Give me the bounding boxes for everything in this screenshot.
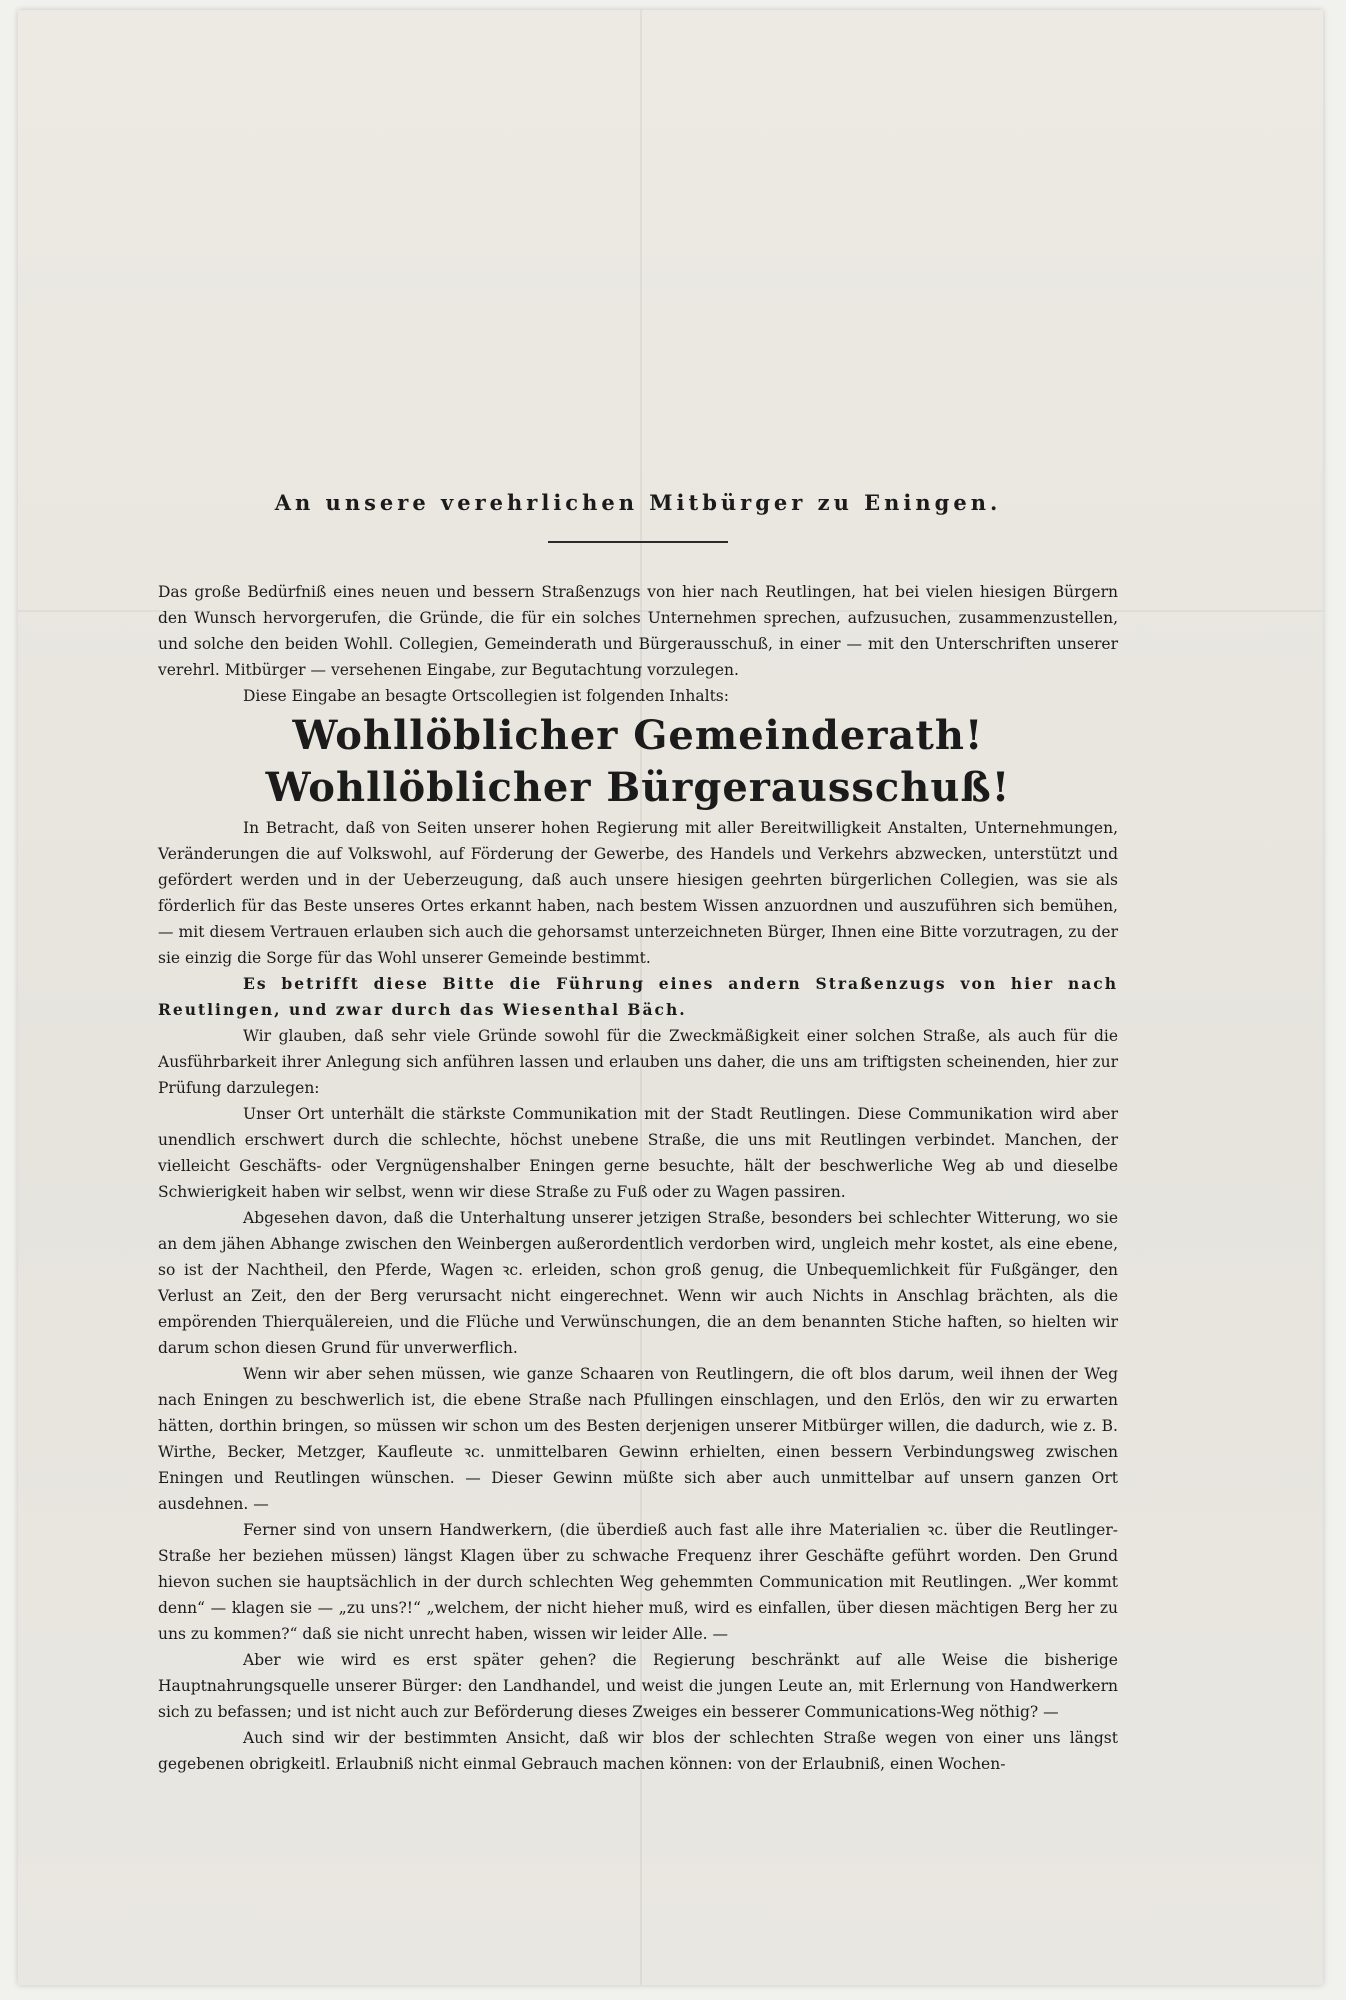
divider-rule xyxy=(548,541,728,543)
heading-buergerausschuss: Wohllöblicher Bürgerausschuß! xyxy=(265,764,1011,811)
paragraph-6: Wenn wir aber sehen müssen, wie ganze Schaaren von Reutlingern, die oft blos darum, weil ihnen der Weg nach Eningen zu beschwerlich ist, die ebene Straße nach Pfullingen einschlagen, und den Erlös, den wir zu erwarten hätten, dorthin bringen, so müssen wir schon um des Besten derjenigen unserer Mitbürger willen, die dadurch, wie z. B. Wirthe, Becker, Metzger, Kaufleute ꝛc. unmittelbaren Gewinn erhielten, einen bessern Verbindungsweg zwischen Eningen und Reutlingen wünschen. — Dieser Gewinn müßte sich aber auch unmittelbar auf unsern ganzen Ort ausdehnen. — xyxy=(158,1365,1118,1513)
paragraph-9: Auch sind wir der bestimmten Ansicht, daß wir blos der schlechten Straße wegen von einer uns längst gegebenen obrigkeitl. Erlaubniß nicht einmal Gebrauch machen können: von der Erlaubniß, einen Wochen- xyxy=(158,1729,1118,1773)
paper-sheet xyxy=(18,10,1323,1985)
paragraph-3: Wir glauben, daß sehr viele Gründe sowohl für die Zweckmäßigkeit einer solchen Straße, als auch für die Ausführbarkeit ihrer Anlegung sich anführen lassen und erlauben uns daher, die uns am triftigsten scheinenden, hier zur Prüfung darzulegen: xyxy=(158,1027,1118,1097)
intro-line: Diese Eingabe an besagte Ortscollegien ist folgenden Inhalts: xyxy=(243,687,729,705)
paragraph-4: Unser Ort unterhält die stärkste Communikation mit der Stadt Reutlingen. Diese Communikation wird aber unendlich erschwert durch die schlechte, höchst unebene Straße, die uns mit Reutlingen verbindet. Manchen, der vielleicht Geschäfts- oder Vergnügenshalber Eningen gerne besuchte, hält der beschwerliche Weg ab und dieselbe Schwierigkeit haben wir selbst, wenn wir diese Straße zu Fuß oder zu Wagen passiren. xyxy=(158,1105,1118,1201)
paragraph-8: Aber wie wird es erst später gehen? die Regierung beschränkt auf alle Weise die bisherige Hauptnahrungsquelle unserer Bürger: den Landhandel, und weist die jungen Leute an, mit Erlernung von Handwerkern sich zu befassen; und ist nicht auch zur Beförderung dieses Zweiges ein besserer Communications-Weg nöthig? — xyxy=(158,1651,1118,1721)
address-line: An unsere verehrlichen Mitbürger zu Eningen. xyxy=(274,490,1002,515)
intro-paragraph: Das große Bedürfniß eines neuen und bessern Straßenzugs von hier nach Reutlingen, hat bei vielen hiesigen Bürgern den Wunsch hervorgerufen, die Gründe, die für ein solches Unternehmen sprechen, aufzusuchen, zusammenzustellen, und solche den beiden Wohll. Collegien, Gemeinderath und Bürgerausschuß, in einer — mit den Unterschriften unserer verehrl. Mitbürger — versehenen Eingabe, zur Begutachtung vorzulegen. xyxy=(158,583,1118,679)
document-body xyxy=(158,490,1118,1777)
paragraph-5: Abgesehen davon, daß die Unterhaltung unserer jetzigen Straße, besonders bei schlechter Witterung, wo sie an dem jähen Abhange zwischen den Weinbergen außerordentlich verdorben wird, ungleich mehr kostet, als eine ebene, so ist der Nachtheil, den Pferde, Wagen ꝛc. erleiden, schon groß genug, die Unbequemlichkeit für Fußgänger, den Verlust an Zeit, den der Berg verursacht nicht eingerechnet. Wenn wir auch Nichts in Anschlag brächten, als die empörenden Thierquälereien, und die Flüche und Verwünschungen, die an dem benannten Stiche haften, so hielten wir darum schon diesen Grund für unverwerflich. xyxy=(158,1209,1118,1357)
paragraph-1: In Betracht, daß von Seiten unserer hohen Regierung mit aller Bereitwilligkeit Anstalten, Unternehmungen, Veränderungen die auf Volkswohl, auf Förderung der Gewerbe, des Handels und Verkehrs abzwecken, unterstützt und gefördert werden und in der Ueberzeugung, daß auch unsere hiesigen geehrten bürgerlichen Collegien, was sie als förderlich für das Beste unseres Ortes erkannt haben, nach bestem Wissen anzuordnen und auszuführen sich bemühen, — mit diesem Vertrauen erlauben sich auch die gehorsamst unterzeichneten Bürger, Ihnen eine Bitte vorzutragen, zu der sie einzig die Sorge für das Wohl unserer Gemeinde bestimmt. xyxy=(158,819,1118,967)
heading-gemeinderath: Wohllöblicher Gemeinderath! xyxy=(292,712,984,759)
paragraph-7: Ferner sind von unsern Handwerkern, (die überdieß auch fast alle ihre Materialien ꝛc. über die Reutlinger-Straße her beziehen müssen) längst Klagen über zu schwache Frequenz ihrer Geschäfte geführt worden. Den Grund hievon suchen sie hauptsächlich in der durch schlechten Weg gehemmten Communication mit Reutlingen. „Wer kommt denn“ — klagen sie — „zu uns?!“ „welchem, der nicht hieher muß, wird es einfallen, über diesen mächtigen Berg her zu uns zu kommen?“ daß sie nicht unrecht haben, wissen wir leider Alle. — xyxy=(158,1521,1118,1643)
paragraph-2: Es betrifft diese Bitte die Führung eines andern Straßenzugs von hier nach Reutlingen, und zwar durch das Wiesenthal Bäch. xyxy=(158,974,1118,1019)
